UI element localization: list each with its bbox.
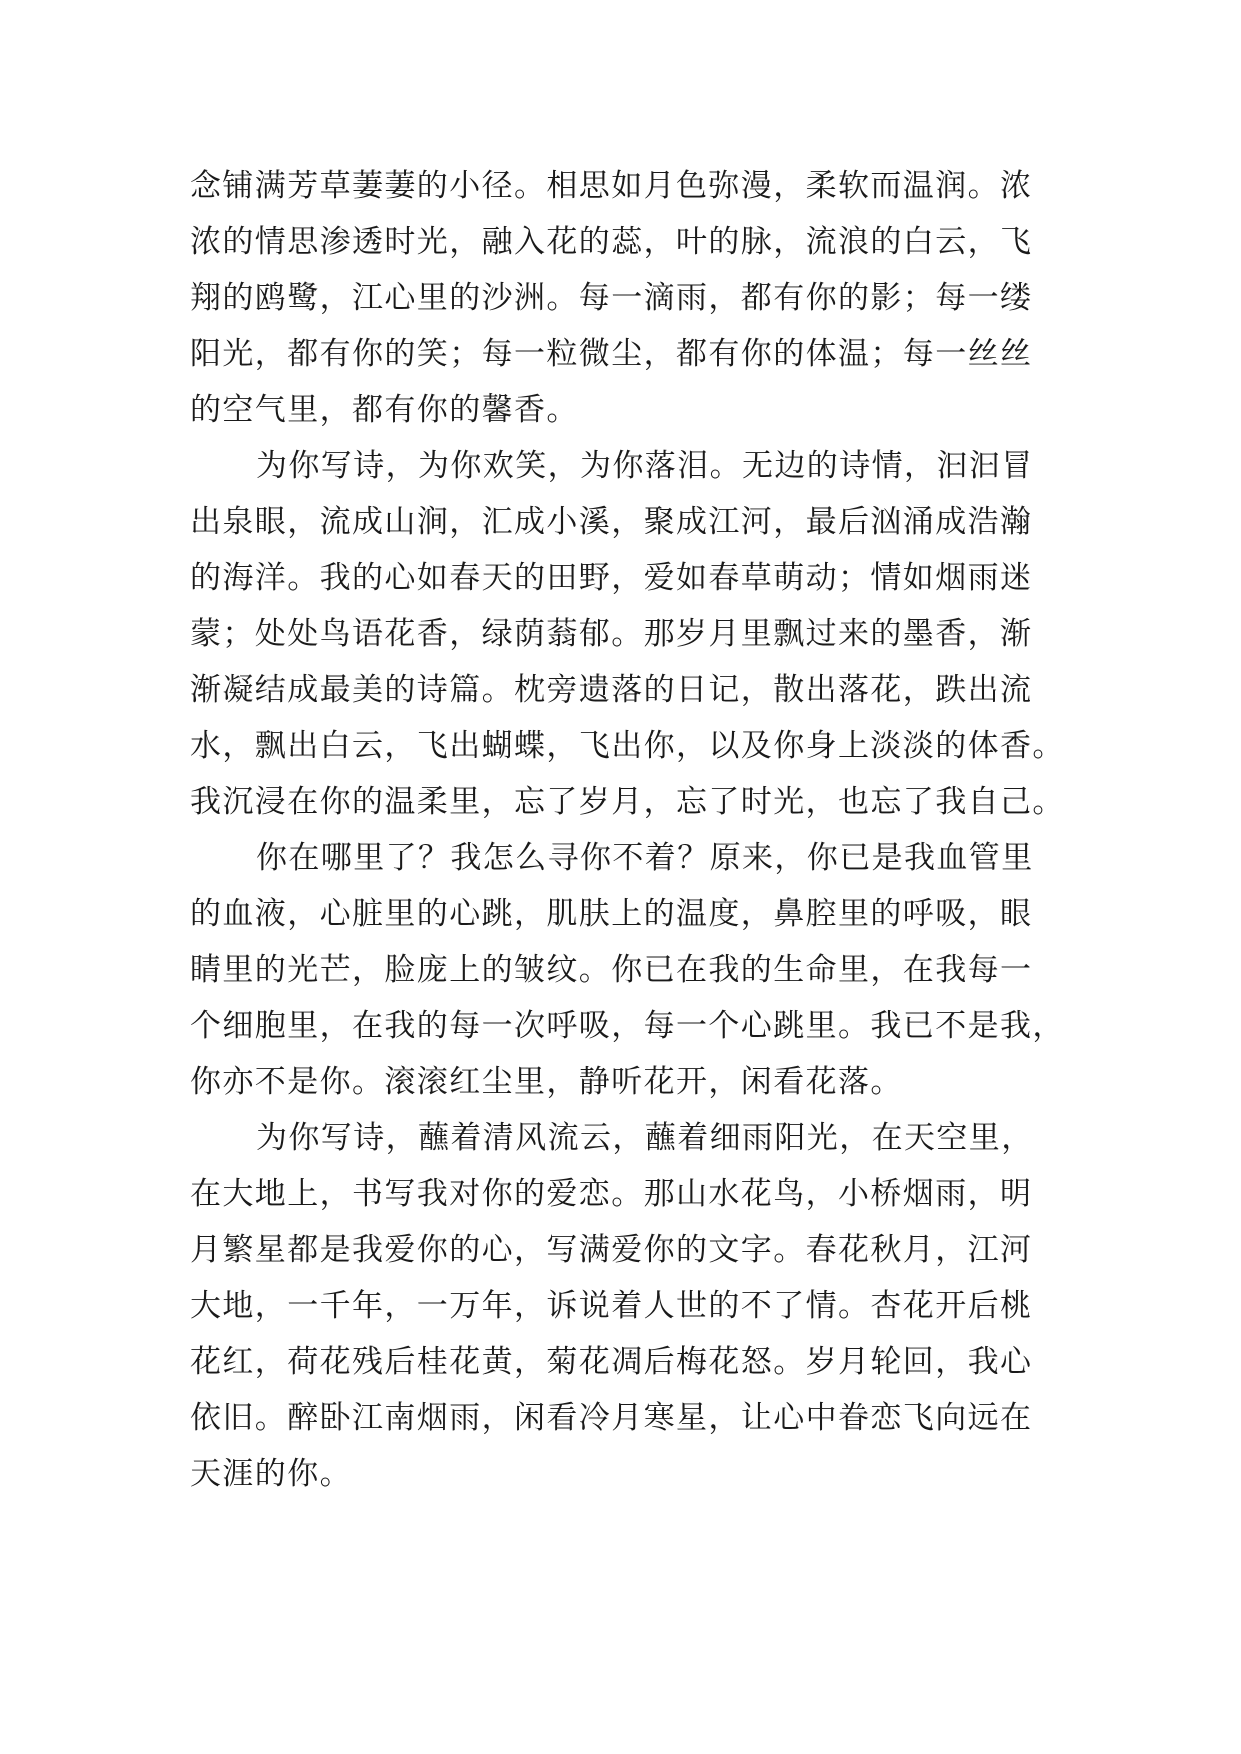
text-line: 花红，荷花残后桂花黄，菊花凋后梅花怒。岁月轮回，我心 (190, 1344, 1033, 1380)
text-line: 阳光，都有你的笑；每一粒微尘，都有你的体温；每一丝丝 (190, 336, 1033, 372)
text-line: 念铺满芳草萋萋的小径。相思如月色弥漫，柔软而温润。浓 (190, 168, 1033, 204)
text-line: 浓的情思渗透时光，融入花的蕊，叶的脉，流浪的白云，飞 (190, 224, 1033, 260)
text-line: 水，飘出白云，飞出蝴蝶，飞出你，以及你身上淡淡的体香。 (190, 728, 1065, 764)
text-line: 个细胞里，在我的每一次呼吸，每一个心跳里。我已不是我， (190, 1008, 1065, 1044)
text-line: 天涯的你。 (190, 1456, 352, 1492)
text-line: 大地，一千年，一万年，诉说着人世的不了情。杏花开后桃 (190, 1288, 1033, 1324)
text-line: 睛里的光芒，脸庞上的皱纹。你已在我的生命里，在我每一 (190, 952, 1033, 988)
text-line: 你在哪里了？我怎么寻你不着？原来，你已是我血管里 (256, 840, 1034, 876)
document-page (190, 158, 1070, 1502)
text-line: 在大地上，书写我对你的爱恋。那山水花鸟，小桥烟雨，明 (190, 1176, 1033, 1212)
text-line: 你亦不是你。滚滚红尘里，静听花开，闲看花落。 (190, 1064, 903, 1100)
text-line: 的空气里，都有你的馨香。 (190, 392, 579, 428)
text-line: 出泉眼，流成山涧，汇成小溪，聚成江河，最后汹涌成浩瀚 (190, 504, 1033, 540)
text-line: 为你写诗，蘸着清风流云，蘸着细雨阳光，在天空里， (256, 1120, 1034, 1156)
text-line: 依旧。醉卧江南烟雨，闲看冷月寒星，让心中眷恋飞向远在 (190, 1400, 1033, 1436)
text-line: 翔的鸥鹭，江心里的沙洲。每一滴雨，都有你的影；每一缕 (190, 280, 1033, 316)
text-line: 渐凝结成最美的诗篇。枕旁遗落的日记，散出落花，跌出流 (190, 672, 1033, 708)
text-line: 蒙；处处鸟语花香，绿荫蓊郁。那岁月里飘过来的墨香，渐 (190, 616, 1033, 652)
text-line: 的海洋。我的心如春天的田野，爱如春草萌动；情如烟雨迷 (190, 560, 1033, 596)
text-line: 的血液，心脏里的心跳，肌肤上的温度，鼻腔里的呼吸，眼 (190, 896, 1033, 932)
text-line: 我沉浸在你的温柔里，忘了岁月，忘了时光，也忘了我自己。 (190, 784, 1065, 820)
text-line: 月繁星都是我爱你的心，写满爱你的文字。春花秋月，江河 (190, 1232, 1033, 1268)
text-line: 为你写诗，为你欢笑，为你落泪。无边的诗情，汩汩冒 (256, 448, 1034, 484)
